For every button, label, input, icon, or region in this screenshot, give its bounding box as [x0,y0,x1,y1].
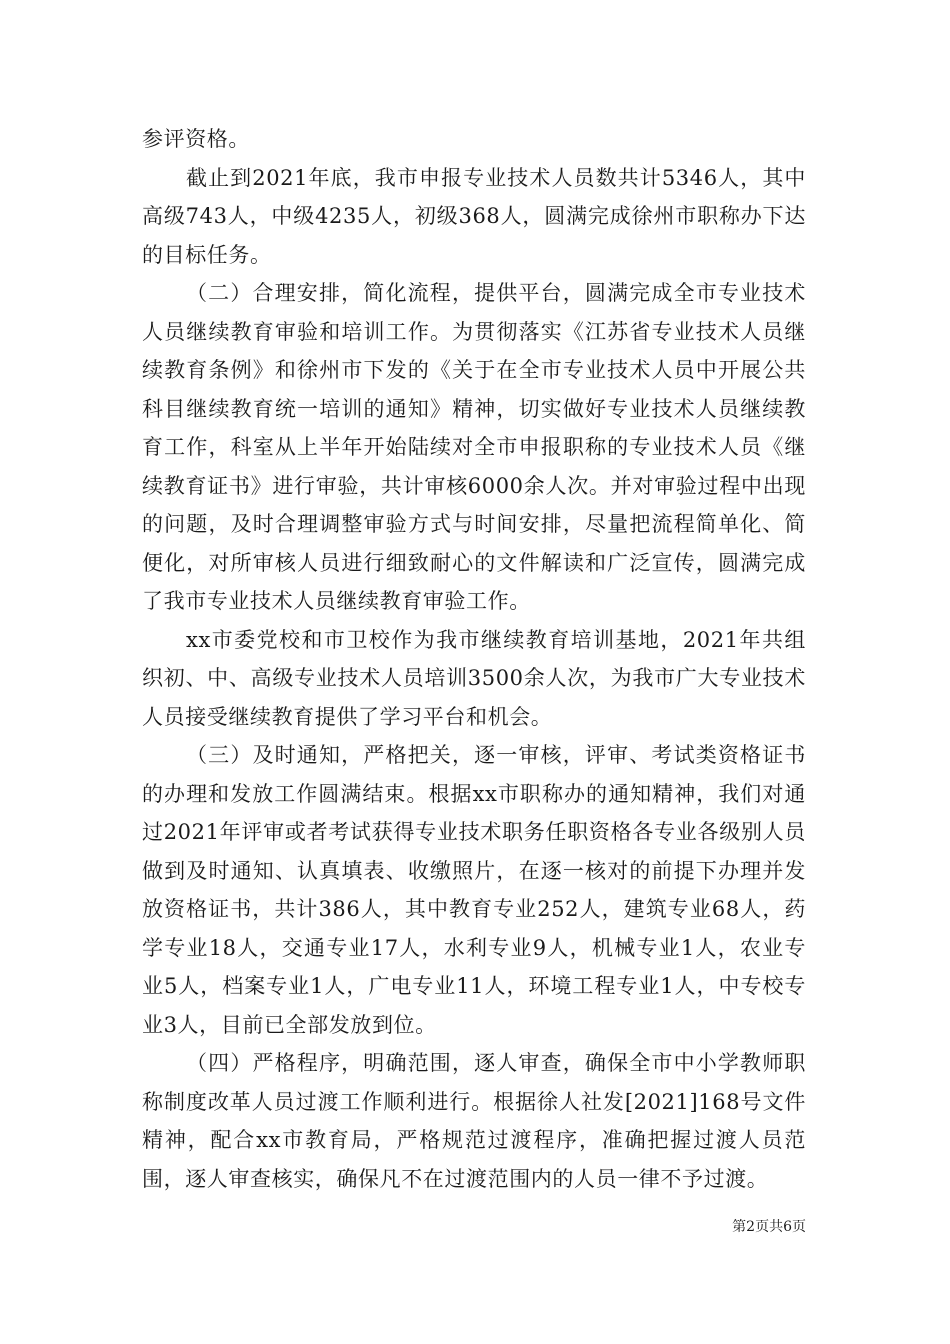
paragraph-section-three: （三）及时通知，严格把关，逐一审核，评审、考试类资格证书的办理和发放工作圆满结束。根据xx市职称办的通知精神，我们对通过2021年评审或者考试获得专业技术职务任职资格各专业各级别人员做到及时通知、认真填表、收缴照片，在逐一核对的前提下办理并发放资格证书，共计386人，其中教育专业252人，建筑专业68人，药学专业18人，交通专业17人，水利专业9人，机械专业1人，农业专业5人，档案专业1人，广电专业11人，环境工程专业1人，中专校专业3人，目前已全部发放到位。 [142,743,806,1037]
page-number-footer: 第2页共6页 [732,1219,806,1235]
paragraph-statistics: 截止到2021年底，我市申报专业技术人员数共计5346人，其中高级743人，中级4235人，初级368人，圆满完成徐州市职称办下达的目标任务。 [142,165,806,267]
paragraph-section-four: （四）严格程序，明确范围，逐人审查，确保全市中小学教师职称制度改革人员过渡工作顺利进行。根据徐人社发[2021]168号文件精神，配合xx市教育局，严格规范过渡程序，准确把握过渡人员范围，逐人审查核实，确保凡不在过渡范围内的人员一律不予过渡。 [142,1051,806,1191]
document-body [142,120,806,1198]
paragraph-continuation: 参评资格。 [142,127,250,151]
paragraph-training-base: xx市委党校和市卫校作为我市继续教育培训基地，2021年共组织初、中、高级专业技术人员培训3500余人次，为我市广大专业技术人员接受继续教育提供了学习平台和机会。 [142,627,806,729]
paragraph-section-two: （二）合理安排，简化流程，提供平台，圆满完成全市专业技术人员继续教育审验和培训工作。为贯彻落实《江苏省专业技术人员继续教育条例》和徐州市下发的《关于在全市专业技术人员中开展公共科目继续教育统一培训的通知》精神，切实做好专业技术人员继续教育工作，科室从上半年开始陆续对全市申报职称的专业技术人员《继续教育证书》进行审验，共计审核6000余人次。并对审验过程中出现的问题，及时合理调整审验方式与时间安排，尽量把流程简单化、简便化，对所审核人员进行细致耐心的文件解读和广泛宣传，圆满完成了我市专业技术人员继续教育审验工作。 [142,281,806,613]
